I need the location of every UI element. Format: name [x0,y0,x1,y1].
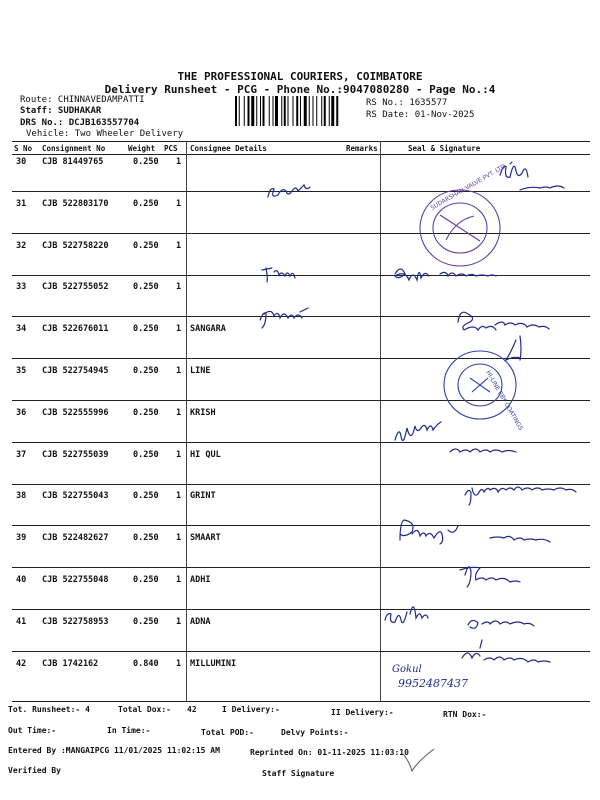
row-serial-number: 33 [16,282,27,293]
in-time: In Time:- [107,726,151,735]
rtn-dox: RTN Dox:- [443,710,487,719]
table-bottom-border [12,701,590,702]
col-header-sno: S No [14,144,33,153]
row-pcs: 1 [176,366,182,376]
signature-row40 [460,567,520,587]
seal-lettering: SUDARSHAN VALVE PVT. LTD. [429,162,509,212]
row-serial-number: 37 [16,449,27,460]
row-pcs: 1 [176,491,182,502]
row-weight: 0.250 [133,575,159,585]
row-consignee: SANGARA [190,324,226,335]
row-consignee: LINE [190,366,211,376]
ii-delivery: II Delivery:- [331,708,394,717]
row-serial-number: 30 [16,157,27,167]
seal-lettering: HI-LINE EBY COATINGS [484,369,525,432]
row-consignment-number: CJB 522803170 [42,198,109,209]
row-pcs: 1 [176,240,182,251]
col-header-pcs: PCS [164,144,178,153]
rs-number: RS No.: 1635577 [366,98,448,108]
verified-by: Verified By [8,766,61,775]
row-serial-number: 40 [16,575,27,585]
row-serial-number: 38 [16,491,27,502]
signature-row35 [506,336,521,360]
route: Route: CHINNAVEDAMPATTI [20,95,145,105]
signature-row36 [395,422,516,452]
signature-row38 [465,487,576,505]
row-consignment-number: CJB 522755043 [42,491,109,502]
vehicle: Vehicle: Two Wheeler Delivery [26,129,184,139]
entered-by: Entered By :MANGAIPCG 11/01/2025 11:02:15 AM [8,746,220,755]
row-consignment-number: CJB 522482627 [42,533,109,544]
col-header-remarks: Remarks [346,144,378,153]
row-pcs: 1 [176,282,182,293]
row-weight: 0.250 [133,240,159,251]
row-pcs: 1 [176,157,182,167]
handwritten-phone: 9952487437 [398,677,468,690]
row-weight: 0.250 [133,407,159,418]
row-consignee: KRISH [190,407,216,418]
row-pcs: 1 [176,575,182,585]
drs-number: DRS No.: DCJB163557704 [20,118,140,128]
runsheet-title: Delivery Runsheet - PCG - Phone No.:9047080280 - Page No.:4 [104,83,496,96]
signature-row34 [458,312,549,330]
company-seal-stamp [420,190,500,266]
signature-row39 [400,520,550,544]
row-consignee: MILLUMINI [190,658,237,669]
reprinted-on: Reprinted On: 01-11-2025 11:03:10 [250,748,409,757]
company-name: THE PROFESSIONAL COURIERS, COIMBATORE [177,70,423,83]
row-weight: 0.250 [133,366,159,376]
col-header-consignment: Consignment No [42,144,106,153]
row-weight: 0.250 [133,324,159,335]
row-weight: 0.250 [133,533,159,544]
row-weight: 0.250 [133,282,159,293]
row-serial-number: 31 [16,198,27,209]
row-pcs: 1 [176,449,182,460]
row-consignee: ADHI [190,575,211,585]
row-pcs: 1 [176,324,182,335]
row-consignment-number: CJB 522755048 [42,575,109,585]
delvy-points: Delvy Points:- [281,728,349,737]
row-serial-number: 41 [16,616,27,627]
row-consignee: GRINT [190,491,216,502]
handwritten-note: Gokul [392,664,422,675]
row-consignee: ADNA [190,616,211,627]
row-weight: 0.250 [133,198,159,209]
row-consignee: HI QUL [190,449,221,460]
row-pcs: 1 [176,407,182,418]
row-pcs: 1 [176,658,182,669]
row-pcs: 1 [176,198,182,209]
row-consignee: SMAART [190,533,221,544]
total-dox-label: Total Dox:- [118,705,171,714]
row-pcs: 1 [176,616,182,627]
row-serial-number: 36 [16,407,27,418]
staff: Staff: SUDHAKAR [20,106,102,116]
out-time: Out Time:- [8,726,57,735]
total-dox-value: 42 [187,705,197,714]
signature-row32 [395,269,496,280]
staff-signature: Staff Signature [262,769,335,778]
row-consignment-number: CJB 522755052 [42,282,109,293]
row-consignment-number: CJB 522758220 [42,240,109,251]
row-consignment-number: CJB 522758953 [42,616,109,627]
handwritten-mark-row33 [260,308,308,328]
row-consignment-number: CJB 1742162 [42,658,99,669]
row-consignment-number: CJB 522555996 [42,407,109,418]
row-consignment-number: CJB 81449765 [42,157,104,167]
row-consignment-number: CJB 522676011 [42,324,109,335]
i-delivery: I Delivery:- [222,705,280,714]
row-weight: 0.250 [133,491,159,502]
row-serial-number: 42 [16,658,27,669]
col-header-weight: Weight [128,144,156,153]
row-pcs: 1 [176,533,182,544]
row-consignment-number: CJB 522754945 [42,366,109,376]
signature-row30 [500,162,564,190]
handwritten-mark-row30 [268,185,310,197]
signature-row42 [462,640,550,662]
row-serial-number: 39 [16,533,27,544]
col-header-signature: Seal & Signature [408,144,481,153]
tot-runsheet: Tot. Runsheet:- 4 [8,705,90,714]
row-consignment-number: CJB 522755039 [42,449,109,460]
row-weight: 0.250 [133,616,159,627]
row-serial-number: 34 [16,324,27,335]
rs-date: RS Date: 01-Nov-2025 [366,110,475,120]
row-weight: 0.840 [133,658,159,669]
row-serial-number: 32 [16,240,27,251]
row-serial-number: 35 [16,366,27,376]
total-pod: Total POD:- [201,728,254,737]
handwritten-mark-row32 [262,268,295,282]
row-weight: 0.250 [133,157,159,167]
col-header-consignee: Consignee Details [190,144,267,153]
signature-row41 [385,607,534,628]
row-weight: 0.250 [133,449,159,460]
